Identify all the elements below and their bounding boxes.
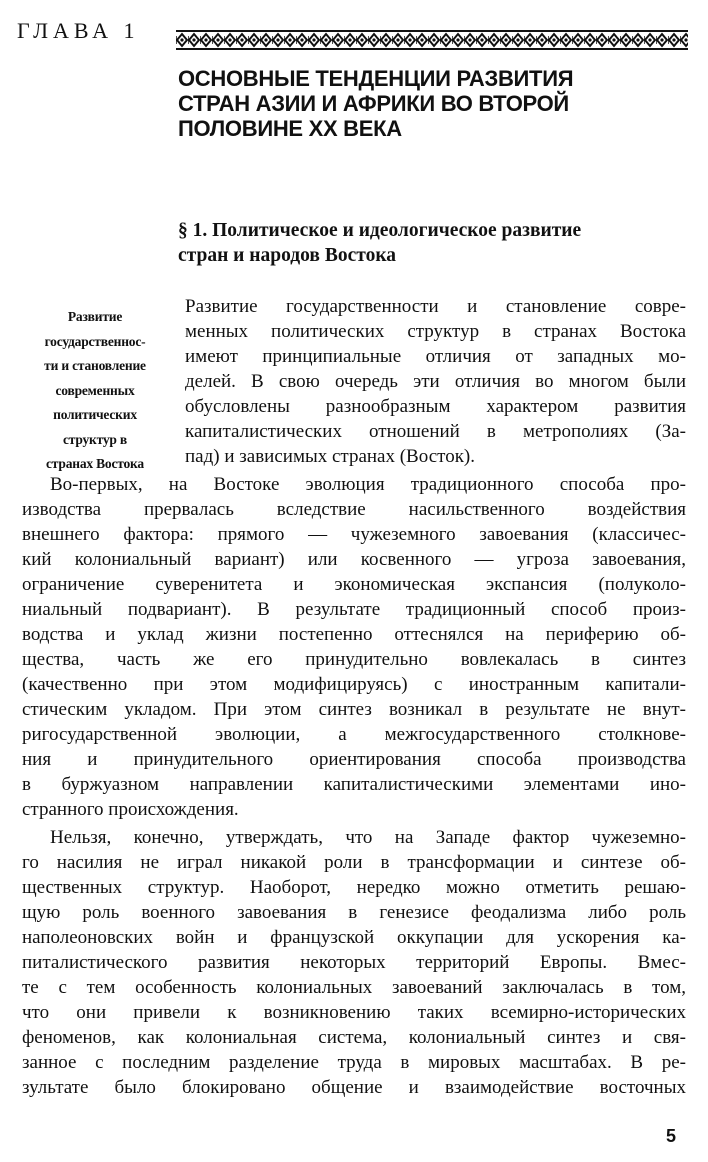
chapter-title-line: СТРАН АЗИИ И АФРИКИ ВО ВТОРОЙ <box>178 91 569 116</box>
text-line: го насилия не играл никакой роли в трансформации и синтезе об- <box>22 852 686 873</box>
text-line: щества, часть же его принудительно вовлекалась в синтез <box>22 649 686 670</box>
text-line: ригосударственной эволюции, а межгосударственного столкнове- <box>22 724 686 745</box>
text-line: изводства прервалась вследствие насильственного воздействия <box>22 499 686 520</box>
text-line: занное с последним разделение труда в мировых масштабах. В ре- <box>22 1052 686 1073</box>
text-line: Во-первых, на Востоке эволюция традиционного способа про- <box>50 474 686 495</box>
text-line: (качественно при этом модифицируясь) с иностранным капитали- <box>22 674 686 695</box>
section-heading-line: § 1. Политическое и идеологическое развитие <box>178 220 582 241</box>
text-line: имеют принципиальные отличия от западных мо- <box>185 346 686 367</box>
text-line: щественных структур. Наоборот, нередко можно отметить решаю- <box>22 877 686 898</box>
margin-note-line: политических <box>53 407 137 422</box>
text-line: ограничение суверенитета и экономическая экспансия (полуколо- <box>22 574 686 595</box>
text-line: те с тем особенность колониальных завоеваний заключалась в том, <box>22 977 686 998</box>
margin-note-line: Развитие <box>67 309 123 324</box>
text-line: обусловлены разнообразным характером развития <box>185 396 686 417</box>
chapter-title-line: ПОЛОВИНЕ XX ВЕКА <box>178 116 402 141</box>
margin-note <box>12 305 178 477</box>
chapter-label: ГЛАВА 1 <box>17 18 140 43</box>
margin-note-line: современных <box>55 382 135 398</box>
text-line: менных политических структур в странах Востока <box>185 321 686 342</box>
text-line: зультате было блокировано общение и взаимодействие восточных <box>22 1077 686 1098</box>
section-heading-line: стран и народов Востока <box>178 245 397 266</box>
text-line: Нельзя, конечно, утверждать, что на Западе фактор чужеземно- <box>50 827 686 848</box>
text-line: феноменов, как колониальная система, колониальный синтез и свя- <box>22 1027 686 1048</box>
text-line: питалистического развития некоторых территорий Европы. Вмес- <box>22 952 686 973</box>
text-line: кий колониальный вариант) или косвенного — угроза завоевания, <box>22 549 686 570</box>
page-number: 5 <box>666 1126 677 1146</box>
text-line: капиталистических отношений в метрополиях (За- <box>185 421 686 442</box>
margin-note-line: государственнос- <box>44 333 146 349</box>
text-line: стическим укладом. При этом синтез возникал в результате не внут- <box>22 699 686 720</box>
ornament-divider <box>176 28 688 52</box>
text-line: пад) и зависимых странах (Восток). <box>185 446 476 467</box>
text-line: что они привели к возникновению таких всемирно-исторических <box>22 1002 686 1023</box>
text-line: наполеоновских войн и французской оккупации для ускорения ка- <box>22 927 686 948</box>
text-line: в буржуазном направлении капиталистическими элементами ино- <box>22 774 686 795</box>
text-line: водства и уклад жизни постепенно оттеснялся на периферию об- <box>22 624 686 645</box>
section-heading <box>178 218 678 268</box>
chapter-title <box>178 66 678 141</box>
text-line: Развитие государственности и становление совре- <box>185 296 686 317</box>
text-line: ния и принудительного ориентирования способа производства <box>22 749 686 770</box>
margin-note-line: странах Востока <box>46 456 144 471</box>
text-line: щую роль военного завоевания в генезисе феодализма либо роль <box>22 902 686 923</box>
text-line: странного происхождения. <box>22 799 239 820</box>
text-line: ниальный подвариант). В результате традиционный способ произ- <box>22 599 686 620</box>
margin-note-line: структур в <box>62 431 128 447</box>
text-line: внешнего фактора: прямого — чужеземного завоевания (классичес- <box>22 524 686 545</box>
margin-note-line: ти и становление <box>44 358 146 373</box>
chapter-title-line: ОСНОВНЫЕ ТЕНДЕНЦИИ РАЗВИТИЯ <box>178 66 574 91</box>
text-line: делей. В свою очередь эти отличия во многом были <box>185 371 686 392</box>
